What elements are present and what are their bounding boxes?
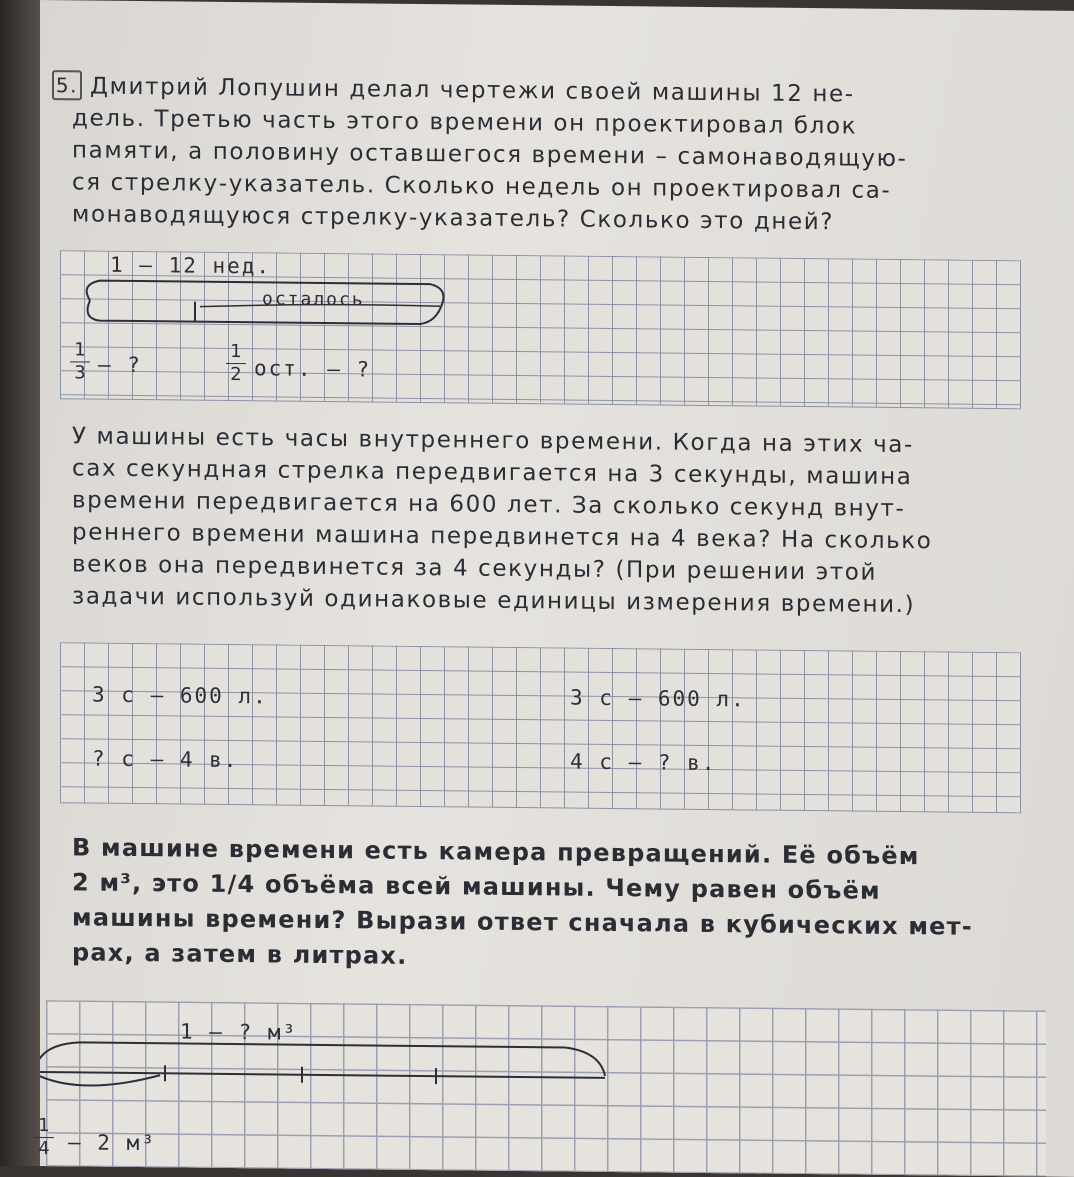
task2-line-4: реннего времени машина передвинется на 4 века? На сколько [72, 519, 933, 555]
task1-right-rest: ост. – ? [254, 356, 372, 382]
task2-line-5: веков она передвинется за 4 секунды? (При решении этой [72, 551, 878, 586]
task3-line-3: машины времени? Вырази ответ сначала в кубических мет- [72, 903, 973, 941]
page-shadow [0, 0, 40, 1166]
task2-left-row2: ? с – 4 в. [92, 746, 239, 773]
task3-fraction [34, 1116, 54, 1159]
task3-frac-num: 1 [38, 1114, 50, 1137]
task1-line-1: Дмитрий Лопушин делал чертежи своей машины 12 не- [90, 73, 855, 108]
task2-line-1: У машины есть часы внутреннего времени. Когда на этих ча- [72, 423, 914, 459]
task3-whole-arc [40, 1042, 605, 1076]
task3-line-4: рах, а затем в литрах. [72, 938, 408, 970]
task2-right-row1: 3 с – 600 л. [570, 685, 746, 712]
task1-line-2: дель. Третью часть этого времени он проектировал блок [72, 105, 858, 140]
task1-remain-label: осталось [262, 288, 365, 311]
task3-part-arc [40, 1074, 160, 1086]
task3-frac-rest: – 2 м³ [68, 1130, 156, 1156]
task2-line-6: задачи используй одинаковые единицы измерения времени.) [72, 583, 916, 619]
task1-line-5: монаводящуюся стрелку-указатель? Сколько это дней? [72, 201, 835, 236]
task1-number: 5. [52, 70, 82, 100]
task3-top-label: 1 – ? м³ [180, 1019, 298, 1045]
task3-line-1: В машине времени есть камера превращений. Её объём [72, 833, 920, 871]
task1-left-frac-den: 3 [74, 362, 86, 384]
task2-left-row1: 3 с – 600 л. [92, 682, 268, 709]
task1-line-4: ся стрелку-указатель. Сколько недель он проектировал са- [72, 169, 892, 204]
task1-right-frac-num: 1 [230, 340, 242, 363]
task1-right-frac-den: 2 [230, 363, 242, 386]
task2-line-2: сах секундная стрелка передвигается на 3 секунды, машина [72, 455, 913, 491]
task3-line-2: 2 м³, это 1/4 объёма всей машины. Чему равен объём [72, 868, 881, 905]
textbook-page [40, 0, 1074, 1177]
task3-segment-svg [40, 0, 1074, 1177]
task1-top-label: 1 – 12 нед. [110, 252, 272, 279]
task2-right-row2: 4 с – ? в. [570, 749, 717, 776]
task1-line-3: памяти, а половину оставшегося времени – самонаводящую- [72, 137, 908, 173]
task1-left-rest: – ? [98, 352, 142, 378]
task2-line-3: времени передвигается на 600 лет. За сколько секунд внут- [72, 487, 906, 523]
task3-segment-line [40, 1072, 605, 1078]
task3-frac-den: 4 [38, 1137, 50, 1160]
task1-left-frac-num: 1 [74, 339, 86, 361]
